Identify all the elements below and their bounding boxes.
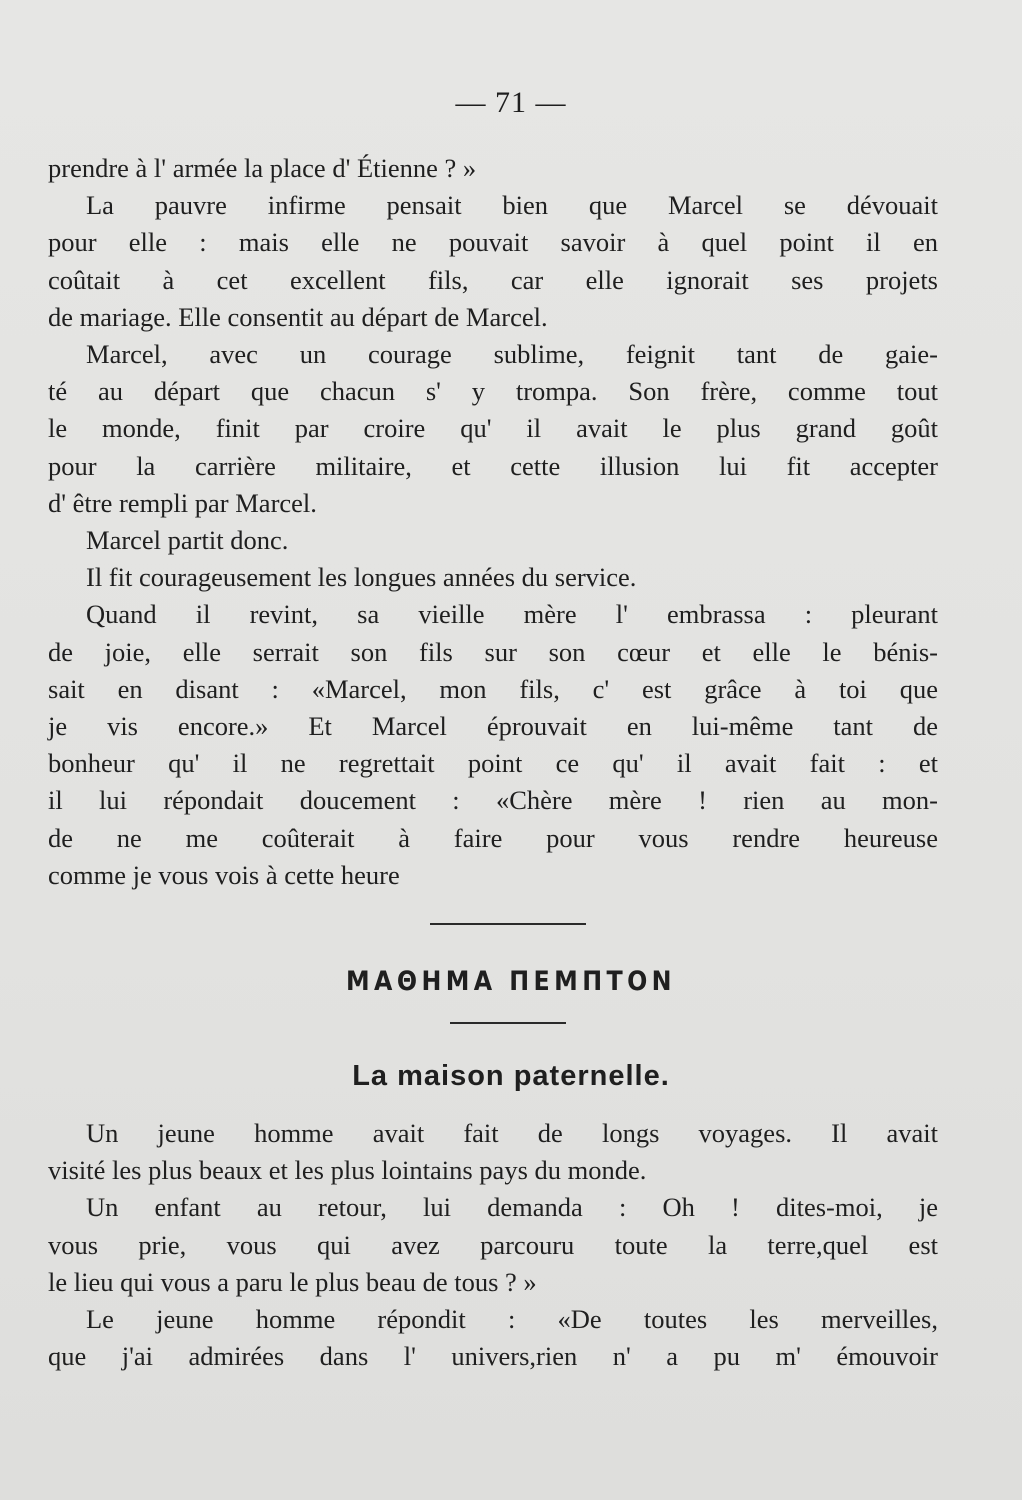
text-line: comme je vous vois à cette heure — [48, 859, 400, 890]
text-line: coûtait à cet excellent fils, car elle ignorait ses projets — [48, 264, 938, 295]
text-line: bonheur qu' il ne regrettait point ce qu' il avait fait : et — [48, 748, 938, 779]
text-line: je vis encore.» Et Marcel éprouvait en lui-même tant de — [48, 711, 938, 742]
text-line: de ne me coûterait à faire pour vous rendre heureuse — [48, 822, 938, 853]
text-line: de joie, elle serrait son fils sur son cœur et elle le bénis- — [48, 636, 938, 667]
title-divider — [450, 1022, 566, 1024]
text-line: il lui répondait doucement : «Chère mère ! rien au mon- — [48, 785, 938, 816]
section-divider — [430, 923, 586, 925]
text-line: que j'ai admirées dans l' univers,rien n' a pu m' émouvoir — [48, 1341, 938, 1372]
text-line: Un jeune homme avait fait de longs voyages. Il avait — [86, 1118, 938, 1148]
text-line: Marcel partit donc. — [86, 525, 289, 556]
text-line: prendre à l' armée la place d' Étienne ? » — [48, 153, 477, 183]
text-line: pour elle : mais elle ne pouvait savoir à quel point il en — [48, 227, 938, 258]
text-line: Quand il revint, sa vieille mère l' embrassa : pleurant — [86, 599, 938, 630]
text-line: Un enfant au retour, lui demanda : Oh ! dites-moi, je — [86, 1192, 938, 1223]
text-line: de mariage. Elle consentit au départ de Marcel. — [48, 301, 548, 332]
body-text-lesson — [48, 1115, 938, 1375]
text-line: Le jeune homme répondit : «De toutes les merveilles, — [86, 1304, 938, 1335]
text-line: vous prie, vous qui avez parcouru toute la terre,quel est — [48, 1229, 938, 1260]
section-title: La maison paternelle. — [352, 1060, 670, 1092]
text-line: le lieu qui vous a paru le plus beau de tous ? » — [48, 1266, 537, 1297]
text-line: Marcel, avec un courage sublime, feignit tant de gaie- — [86, 339, 938, 370]
page-number: — 71 — — [455, 86, 567, 119]
text-line: pour la carrière militaire, et cette illusion lui fit accepter — [48, 450, 938, 481]
text-line: le monde, finit par croire qu' il avait le plus grand goût — [48, 413, 938, 444]
text-line: sait en disant : «Marcel, mon fils, c' est grâce à toi que — [48, 673, 938, 704]
text-line: La pauvre infirme pensait bien que Marcel se dévouait — [86, 190, 938, 221]
text-line: visité les plus beaux et les plus lointains pays du monde. — [48, 1155, 647, 1186]
text-line: Il fit courageusement les longues années du service. — [86, 562, 637, 593]
text-line: té au départ que chacun s' y trompa. Son frère, comme tout — [48, 376, 938, 407]
lesson-title: ΜΑΘΗΜΑ ΠΕΜΠΤΟΝ — [346, 966, 676, 997]
text-line: d' être rempli par Marcel. — [48, 487, 317, 518]
body-text-continuation — [48, 150, 938, 894]
